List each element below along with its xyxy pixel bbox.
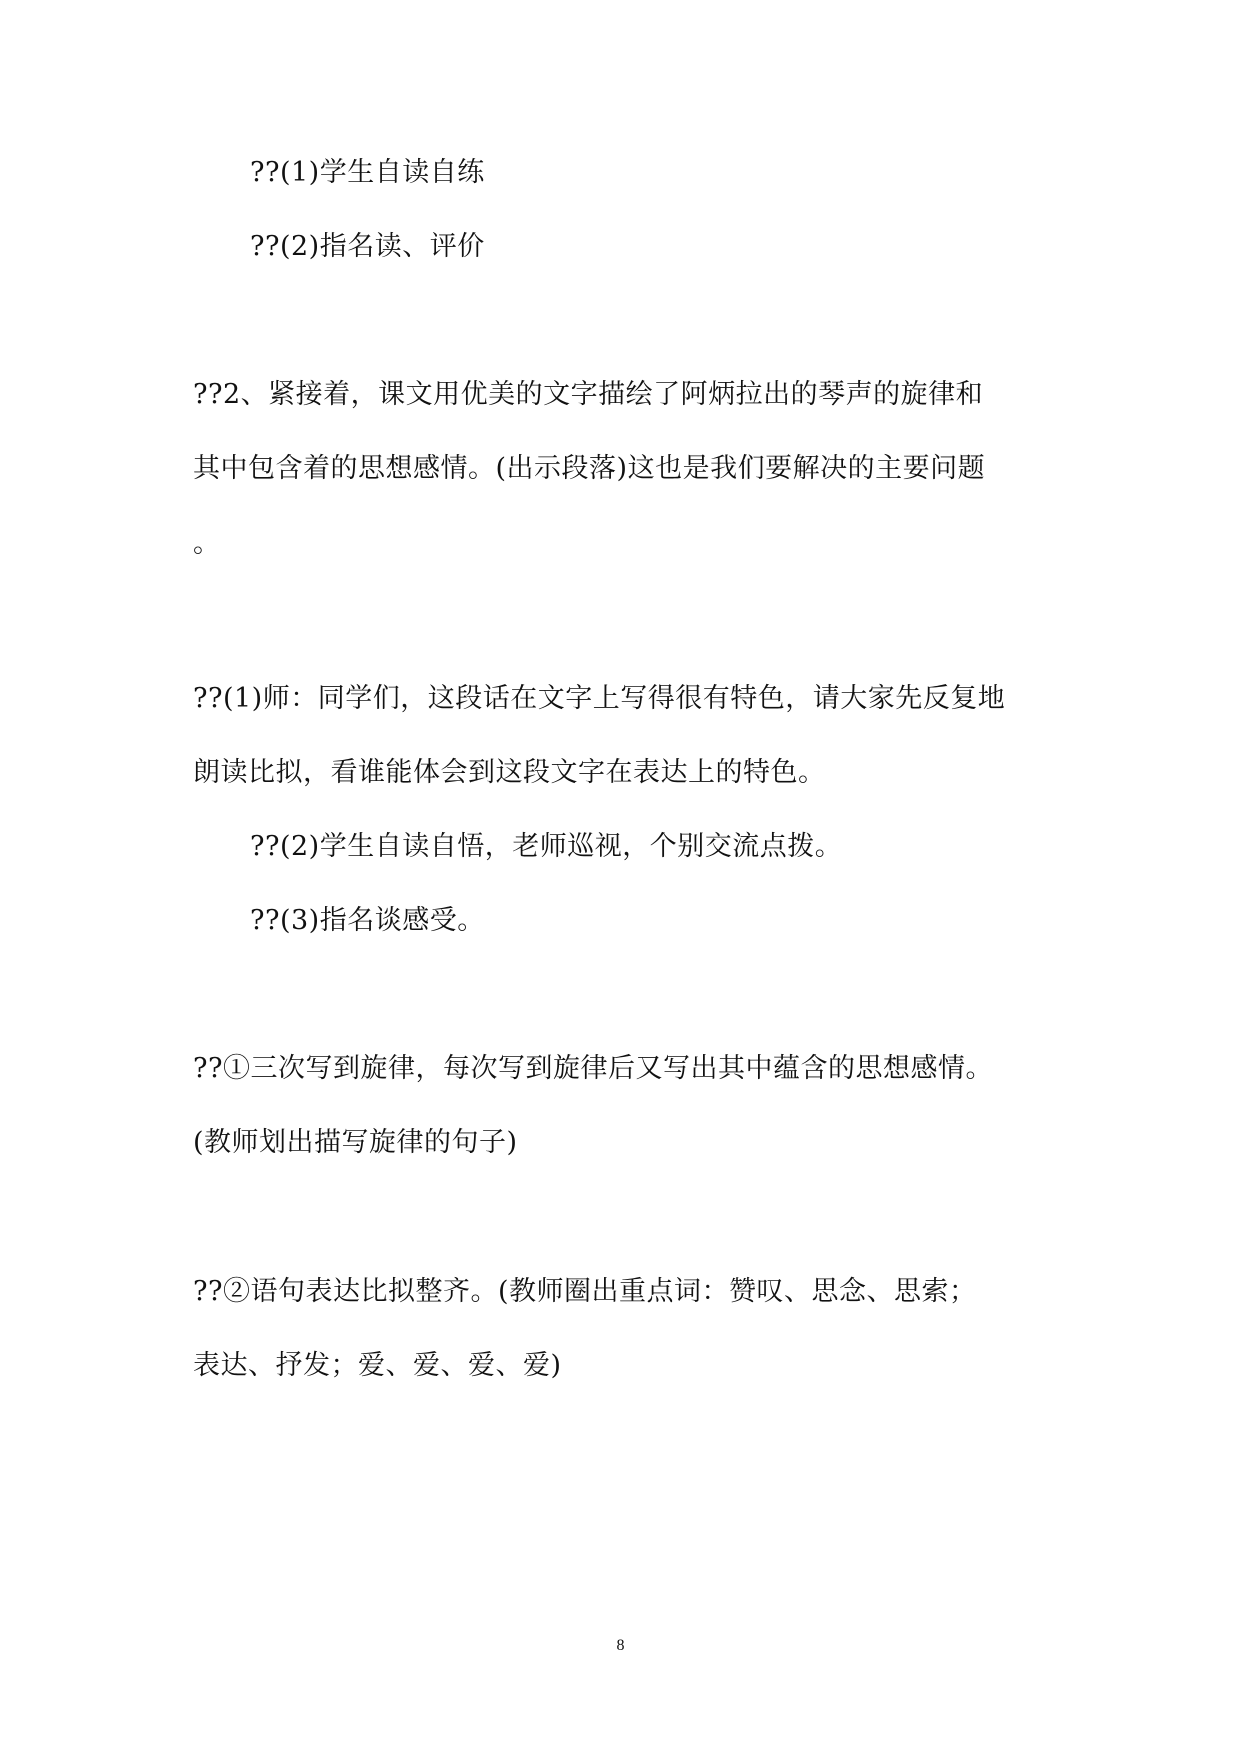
point-1-line-1: ??①三次写到旋律，每次写到旋律后又写出其中蕴含的思想感情。 (193, 1053, 993, 1084)
step-1-self-reading: ??(1)学生自读自练 (250, 157, 485, 188)
teacher-instruction-line-1: ??(1)师：同学们，这段话在文字上写得很有特色，请大家先反复地 (193, 683, 1006, 714)
section-2-paragraph-line-3: 。 (193, 528, 221, 559)
page-number: 8 (616, 1637, 625, 1654)
point-2-line-1: ??②语句表达比拟整齐。(教师圈出重点词：赞叹、思念、思索； (193, 1276, 977, 1307)
teacher-instruction-line-2: 朗读比拟，看谁能体会到这段文字在表达上的特色。 (193, 757, 826, 788)
point-1-line-2: (教师划出描写旋律的句子) (193, 1127, 518, 1158)
point-2-line-2: 表达、抒发；爱、爱、爱、爱) (193, 1350, 562, 1381)
step-3-share-feelings: ??(3)指名谈感受。 (250, 905, 485, 936)
section-2-paragraph-line-1: ??2、紧接着，课文用优美的文字描绘了阿炳拉出的琴声的旋律和 (193, 379, 984, 410)
step-2-named-reading: ??(2)指名读、评价 (250, 231, 485, 262)
step-2-self-understanding: ??(2)学生自读自悟，老师巡视，个别交流点拨。 (250, 831, 843, 862)
section-2-paragraph-line-2: 其中包含着的思想感情。(出示段落)这也是我们要解决的主要问题 (193, 453, 986, 484)
